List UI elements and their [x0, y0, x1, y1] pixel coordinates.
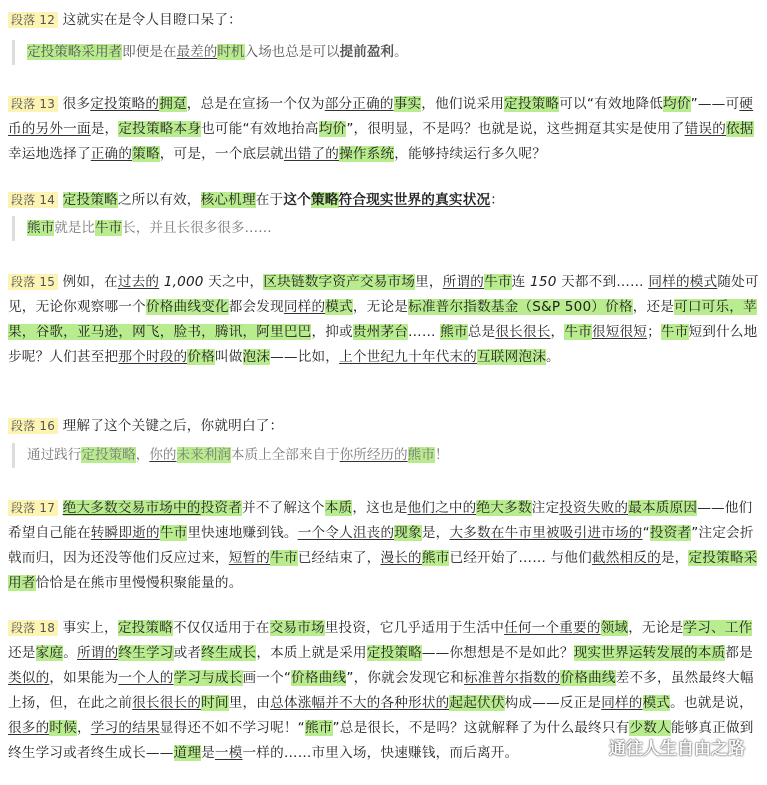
paragraph-17: 段落 17 绝大多数交易市场中的投资者并不了解这个本质，这也是他们之中的绝大多数注定投资失败的最本质原因——他们希望自己能在转瞬即逝的牛市里快速地赚到钱。一个令人沮丧的现象是，大多数在牛市里被吸引进市场的“投资者”注定会折戟而归，因为还没等他们反应过来，短暂的牛市已经结束了，漫长的熊市已经开始了…… 与他们截然相反的是，定投策略采用者恰恰是在熊市里慢慢积聚能量的。 [8, 500, 758, 591]
paragraph-tag: 段落 12 [8, 12, 58, 28]
paragraph-16: 段落 16 理解了这个关键之后，你就明白了： [8, 414, 760, 439]
paragraph-15: 段落 15 例如，在过去的 1,000 天之中，区块链数字资产交易市场里，所谓的牛市连 150 天都不到…… 同样的模式随处可见，无论你观察哪一个价格曲线变化都会发现同样的模式，无论是标准普尔指数基金（S&P 500）价格，还是可口可乐，苹果，谷歌，亚马逊，网飞，脸书，腾讯，阿里巴巴，抑或贵州茅台…… 熊市总是很长很长，牛市很短很短；牛市短到什么地步呢？人们甚至把那个时段的价格叫做泡沫——比如，上个世纪九十年代末的互联网泡沫。 [8, 274, 759, 365]
blockquote-12: 定投策略采用者即便是在最差的时机入场也总是可以提前盈利。 [12, 40, 757, 65]
paragraph-tag: 段落 17 [8, 500, 58, 516]
paragraph-tag: 段落 13 [8, 96, 58, 112]
watermark [583, 734, 745, 759]
paragraph-tag: 段落 15 [8, 274, 58, 290]
blockquote-14: 熊市就是比牛市长，并且长很多很多…… [12, 216, 757, 241]
paragraph-tag: 段落 18 [8, 620, 58, 636]
paragraph-18: 段落 18 事实上，定投策略不仅仅适用于在交易市场里投资，它几乎适用于生活中任何一个重要的领域，无论是学习、工作还是家庭。所谓的终生学习或者终生成长，本质上就是采用定投策略——你想想是不是如此？现实世界运转发展的本质都是类似的，如果能为一个人的学习与成长画一个“价格曲线”，你就会发现它和标准普尔指数的价格曲线差不多，虽然最终大幅上扬，但，在此之前很长很长的时间里，由总体涨幅并不大的各种形状的起起伏伏构成——反正是同样的模式。也就是说，很多的时候，学习的结果显得还不如不学习呢！“熊市”总是很长，不是吗？这就解释了为什么最终只有少数人能够真正做到终生学习或者终生成长——道理是一模一样的……市里入场，快速赚钱，而后离开。 [8, 620, 754, 761]
paragraph-tag: 段落 14 [8, 192, 58, 208]
paragraph-12: 段落 12 这就实在是令人目瞪口呆了： [8, 8, 242, 33]
blockquote-16: 通过践行定投策略，你的未来利润本质上全部来自于你所经历的熊市！ [12, 443, 757, 468]
paragraph-13: 段落 13 很多定投策略的拥趸，总是在宣扬一个仅为部分正确的事实，他们说采用定投策略可以“有效地降低均价”——可硬币的另外一面是，定投策略本身也可能“有效地抬高均价”，很明显，不是吗？也就是说，这些拥趸其实是使用了错误的依据幸运地选择了正确的策略，可是，一个底层就出错了的操作系统，能够持续运行多久呢？ [8, 96, 754, 162]
paragraph-tag: 段落 16 [8, 418, 58, 434]
paragraph-14: 段落 14 定投策略之所以有效，核心机理在于这个策略符合现实世界的真实状况： [8, 188, 760, 213]
wechat-icon [583, 739, 603, 755]
watermark-text: 通往人生自由之路 [609, 739, 745, 759]
